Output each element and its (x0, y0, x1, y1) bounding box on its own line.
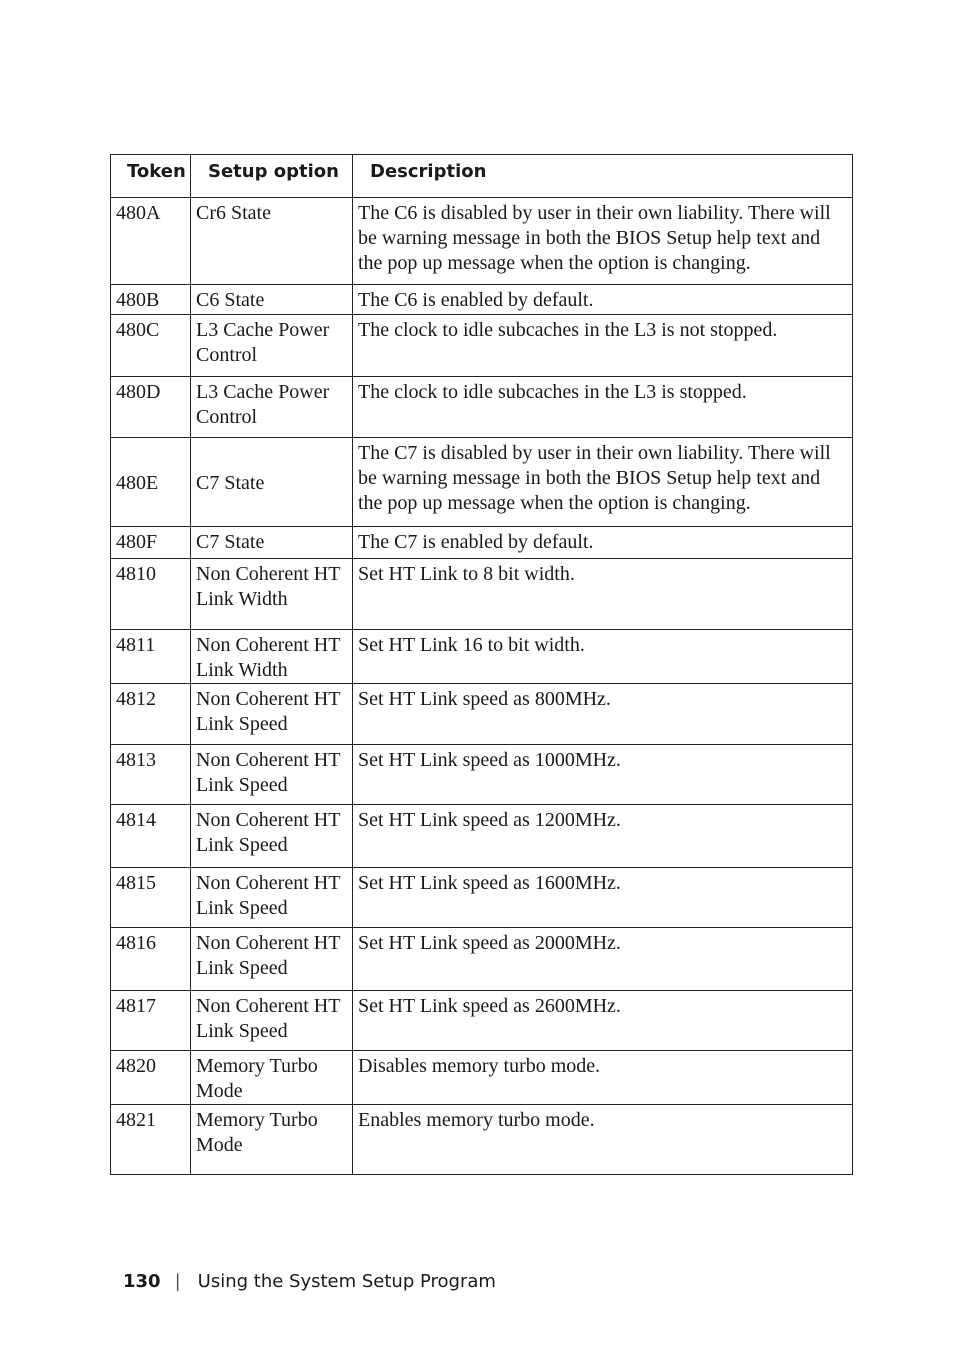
token-cell: 480A (111, 198, 191, 285)
token-cell: 4821 (111, 1105, 191, 1175)
token-cell: 480F (111, 527, 191, 559)
description-cell: Enables memory turbo mode. (353, 1105, 853, 1175)
option-cell: Non Coherent HT Link Speed (191, 805, 353, 868)
description-cell: The C7 is enabled by default. (353, 527, 853, 559)
description-cell: The C7 is disabled by user in their own liability. There will be warning message in both the BIOS Setup help text and the pop up message when the option is changing. (353, 438, 853, 527)
table-row (111, 377, 853, 438)
page-number: 130 (123, 1271, 161, 1292)
token-cell: 4812 (111, 684, 191, 745)
section-title: Using the System Setup Program (197, 1271, 496, 1292)
option-cell: Cr6 State (191, 198, 353, 285)
table-row (111, 868, 853, 928)
header-description: Description (353, 155, 853, 198)
table-row (111, 928, 853, 991)
description-cell: The C6 is enabled by default. (353, 285, 853, 315)
token-cell: 480D (111, 377, 191, 438)
description-cell: Set HT Link speed as 1600MHz. (353, 868, 853, 928)
description-cell: Set HT Link speed as 2600MHz. (353, 991, 853, 1051)
option-cell: C7 State (191, 438, 353, 527)
description-cell: Set HT Link speed as 800MHz. (353, 684, 853, 745)
footer-separator: | (174, 1271, 181, 1292)
table-row (111, 630, 853, 684)
option-cell: C6 State (191, 285, 353, 315)
option-cell: Non Coherent HT Link Width (191, 630, 353, 684)
header-setup-option: Setup option (191, 155, 353, 198)
token-cell: 480E (111, 438, 191, 527)
token-cell: 4820 (111, 1051, 191, 1105)
token-cell: 4814 (111, 805, 191, 868)
table-row (111, 1105, 853, 1175)
description-cell: The C6 is disabled by user in their own liability. There will be warning message in both the BIOS Setup help text and the pop up message when the option is changing. (353, 198, 853, 285)
option-cell: Non Coherent HT Link Speed (191, 745, 353, 805)
description-cell: The clock to idle subcaches in the L3 is stopped. (353, 377, 853, 438)
description-cell: Disables memory turbo mode. (353, 1051, 853, 1105)
option-cell: Memory Turbo Mode (191, 1105, 353, 1175)
description-cell: The clock to idle subcaches in the L3 is not stopped. (353, 315, 853, 377)
table-row (111, 684, 853, 745)
option-cell: L3 Cache Power Control (191, 377, 353, 438)
token-cell: 4815 (111, 868, 191, 928)
token-cell: 4817 (111, 991, 191, 1051)
table-row (111, 1051, 853, 1105)
token-table (110, 154, 853, 1175)
option-cell: Non Coherent HT Link Speed (191, 868, 353, 928)
table-row (111, 438, 853, 527)
token-cell: 4810 (111, 559, 191, 630)
page-footer (123, 1271, 496, 1292)
table-row (111, 805, 853, 868)
header-token: Token (111, 155, 191, 198)
table-header-row (111, 155, 853, 198)
table-row (111, 991, 853, 1051)
description-cell: Set HT Link speed as 1200MHz. (353, 805, 853, 868)
table-row (111, 559, 853, 630)
option-cell: Non Coherent HT Link Speed (191, 928, 353, 991)
table-row (111, 285, 853, 315)
option-cell: L3 Cache Power Control (191, 315, 353, 377)
option-cell: C7 State (191, 527, 353, 559)
token-cell: 4816 (111, 928, 191, 991)
table-row (111, 527, 853, 559)
table-row (111, 745, 853, 805)
token-cell: 480C (111, 315, 191, 377)
token-cell: 4813 (111, 745, 191, 805)
table-row (111, 315, 853, 377)
token-cell: 4811 (111, 630, 191, 684)
option-cell: Non Coherent HT Link Speed (191, 684, 353, 745)
description-cell: Set HT Link speed as 2000MHz. (353, 928, 853, 991)
option-cell: Non Coherent HT Link Speed (191, 991, 353, 1051)
option-cell: Non Coherent HT Link Width (191, 559, 353, 630)
description-cell: Set HT Link speed as 1000MHz. (353, 745, 853, 805)
token-cell: 480B (111, 285, 191, 315)
option-cell: Memory Turbo Mode (191, 1051, 353, 1105)
table-row (111, 198, 853, 285)
description-cell: Set HT Link 16 to bit width. (353, 630, 853, 684)
description-cell: Set HT Link to 8 bit width. (353, 559, 853, 630)
